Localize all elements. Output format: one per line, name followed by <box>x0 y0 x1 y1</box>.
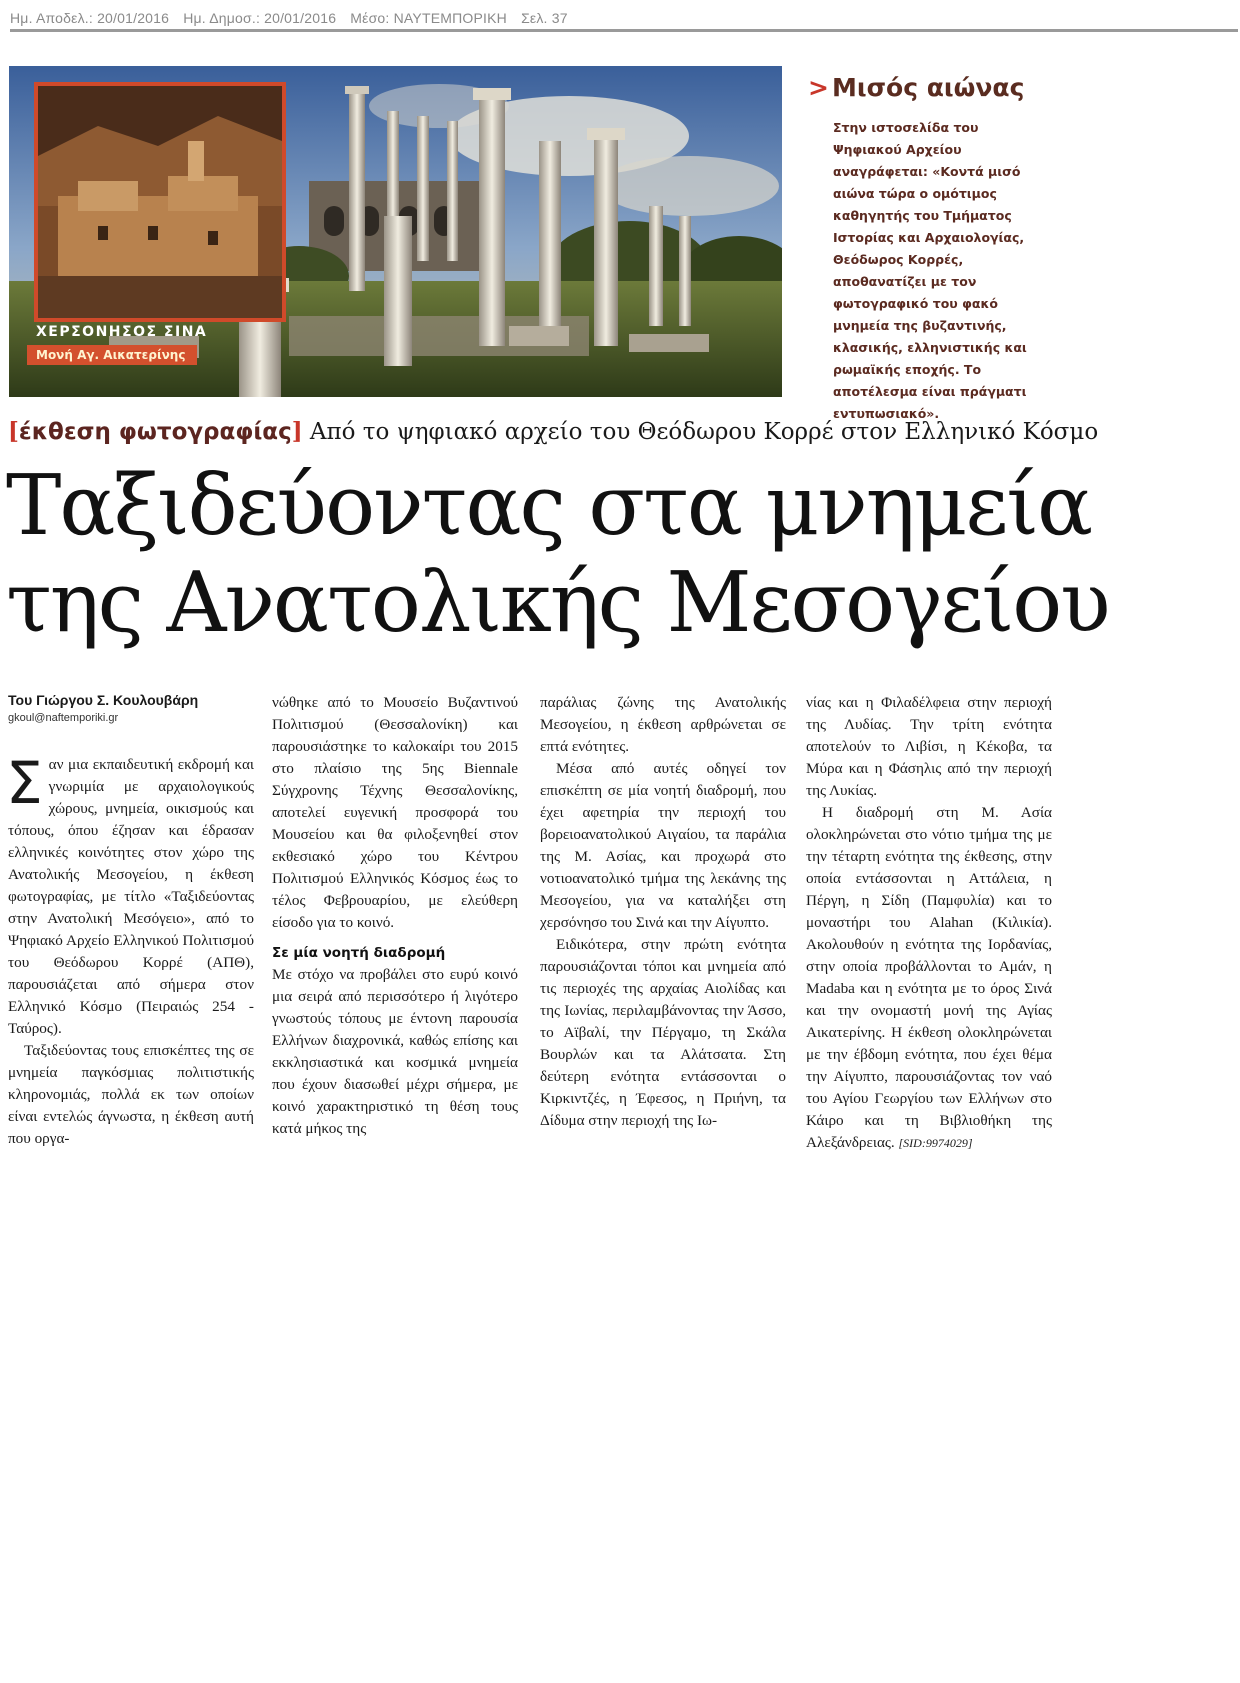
inset-photo-sinai <box>34 82 286 322</box>
kicker-bracket-close: ] <box>291 418 303 445</box>
article-column-2 <box>272 692 518 1140</box>
author-email: gkoul@naftemporiki.gr <box>8 712 119 724</box>
headline-line-2: της Ανατολικής Μεσογείου <box>6 554 1109 651</box>
paragraph: Ταξιδεύοντας τους επισκέπτες της σε μνημεία παγκόσμιας πολιτιστικής κληρονομιάς, πολλά εκ των οποίων είναι εντελώς άγνωστα, η έκθεση αυτή που οργα- <box>8 1042 254 1147</box>
header-rule <box>10 29 1238 32</box>
headline-line-1: Ταξιδεύοντας στα μνημεία <box>6 457 1092 554</box>
date-published: Ημ. Δημοσ.: 20/01/2016 <box>183 10 337 26</box>
clipping-meta <box>10 10 578 26</box>
byline: Του Γιώργου Σ. Κουλουβάρη <box>8 692 199 708</box>
paragraph: Μέσα από αυτές οδηγεί τον επισκέπτη σε μία νοητή διαδρομή, που έχει αφετηρία την περιοχή του βορειοανατολικού Αιγαίου, τα παράλια της Μ. Ασίας, και προχωρά στο νοτιοανατολικό τμήμα της λεκάνης της Μεσογείου, για να καταλήξει στη χερσόνησο του Σινά και την Αίγυπτο. <box>540 760 786 931</box>
kicker-text: Από το ψηφιακό αρχείο του Θεόδωρου Κορρέ στον Ελληνικό Κόσμο <box>309 419 1099 445</box>
ruins-photo <box>9 66 782 397</box>
story-id: [SID:9974029] <box>898 1136 973 1150</box>
inset-caption-site: Μονή Αγ. Αικατερίνης <box>27 345 197 365</box>
sidebar-heading <box>808 73 1024 102</box>
inset-caption-place: ΧΕΡΣΟΝΗΣΟΣ ΣΙΝΑ <box>36 324 208 340</box>
medium: Μέσο: ΝΑΥΤΕΜΠΟΡΙΚΗ <box>350 10 507 26</box>
sidebar-arrow: > <box>808 73 829 102</box>
drop-cap: Σ <box>6 749 43 817</box>
kicker-tag: έκθεση φωτογραφίας <box>18 419 292 445</box>
paragraph <box>806 802 1052 1154</box>
article-column-4 <box>806 692 1052 1154</box>
paragraph-text: αν μια εκπαιδευτική εκδρομή και γνωριμία με αρχαιολογικούς χώρους, μνημεία, οικισμούς και τόπους, όπου έζησαν και έδρασαν ελληνικές κοινότητες στον χώρο της Ανατολικής Μεσογείου, η έκθεση φωτογραφίας, με τίτλο «Ταξιδεύοντας στην Ανατολική Μεσόγειο», από το Ψηφιακό Αρχείο Ελληνικού Πολιτισμού του Θεόδωρου Κορρέ (ΑΠΘ), παρουσιάζεται από σήμερα στον Ελληνικό Κόσμο (Πειραιώς 254 - Ταύρος). <box>8 756 254 1037</box>
sidebar-text: Στην ιστοσελίδα του Ψηφιακού Αρχείου αναγράφεται: «Κοντά μισό αιώνα τώρα ο ομότιμος καθηγητής του Τμήματος Ιστορίας και Αρχαιολογίας, Θεόδωρος Κορρές, αποθανατίζει με τον φωτογραφικό του φακό μνημεία της βυζαντινής, κλασικής, ελληνιστικής και ρωμαϊκής εποχής. Το αποτέλεσμα είναι πράγματι εντυπωσιακό». <box>833 120 1027 421</box>
article-column-1 <box>6 749 254 1150</box>
date-delivered: Ημ. Αποδελ.: 20/01/2016 <box>10 10 170 26</box>
paragraph: νίας και η Φιλαδέλφεια στην περιοχή της Λυδίας. Την τρίτη ενότητα αποτελούν το Λιβίσι, η Κέκοβα, τα Μύρα και η Φάσηλις από την περιοχή της Λυκίας. <box>806 694 1052 799</box>
subheading: Σε μία νοητή διαδρομή <box>272 945 446 961</box>
paragraph: Ειδικότερα, στην πρώτη ενότητα παρουσιάζονται τόποι και μνημεία από τις περιοχές της αρχαίας Αιολίδας και της Ιωνίας, περιλαμβάνοντας την Άσσο, το Αϊβαλί, την Πέργαμο, τη Σκάλα Βουρλών και τα Αλάτσατα. Στη δεύτερη ενότητα εντάσσονται ο Κιρκιντζές, η Έφεσος, η Πριήνη, τα Δίδυμα στην περιοχή της Ιω- <box>540 936 786 1129</box>
paragraph-text: Η διαδρομή στη Μ. Ασία ολοκληρώνεται στο νότιο τμήμα της με την τέταρτη ενότητα της έκθεσης, στην οποία εντάσσονται η Αττάλεια, η Πέργη, η Σίδη (Παμφυλία) και το μοναστήρι του Alahan (Κιλικία). Ακολουθούν η ενότητα της Ιορδανίας, στην οποία προβάλλονται το Αμάν, η Madaba και η ενότητα με το όρος Σινά και την ονομαστή μονή της Αγίας Αικατερίνης. Η έκθεση ολοκληρώνεται με την έβδομη ενότητα, που έχει θέμα την Αίγυπτο, παρουσιάζοντας τον ναό του Αγίου Γεωργίου των Ελλήνων στο Κάιρο και τη Βιβλιοθήκη της Αλεξάνδρειας. <box>806 804 1052 1151</box>
page-number: Σελ. 37 <box>521 10 568 26</box>
monastery-illustration <box>38 86 282 318</box>
kicker <box>8 418 1098 445</box>
paragraph: νώθηκε από το Μουσείο Βυζαντινού Πολιτισμού (Θεσσαλονίκη) και παρουσιάστηκε το καλοκαίρι του 2015 στο πλαίσιο της 5ης Biennale Σύγχρονης Τέχνης Θεσσαλονίκης, αποτελεί ευγενική προσφορά του Μουσείου και θα φιλοξενηθεί στον εκθεσιακό χώρο του Κέντρου Πολιτισμού Ελληνικός Κόσμος έως το τέλος Φεβρουαρίου, με ελεύθερη είσοδο για το κοινό. <box>272 694 518 931</box>
paragraph: παράλιας ζώνης της Ανατολικής Μεσογείου, η έκθεση αρθρώνεται σε επτά ενότητες. <box>540 694 786 755</box>
sidebar-heading-text: Μισός αιώνας <box>831 73 1025 102</box>
kicker-bracket-open: [ <box>8 418 19 445</box>
headline <box>6 457 1109 651</box>
paragraph: Με στόχο να προβάλει στο ευρύ κοινό μια σειρά από περισσότερο ή λιγότερο γνωστούς τόπους με έντονη παρουσία Ελλήνων διαχρονικά, καθώς επίσης και εκκλησιαστικά και κοσμικά μνημεία που έχουν διασωθεί μέχρι σήμερα, με κοινό χαρακτηριστικό τη θέση τους κατά μήκος της <box>272 966 518 1137</box>
paragraph <box>6 749 254 1040</box>
article-column-3 <box>540 692 786 1132</box>
